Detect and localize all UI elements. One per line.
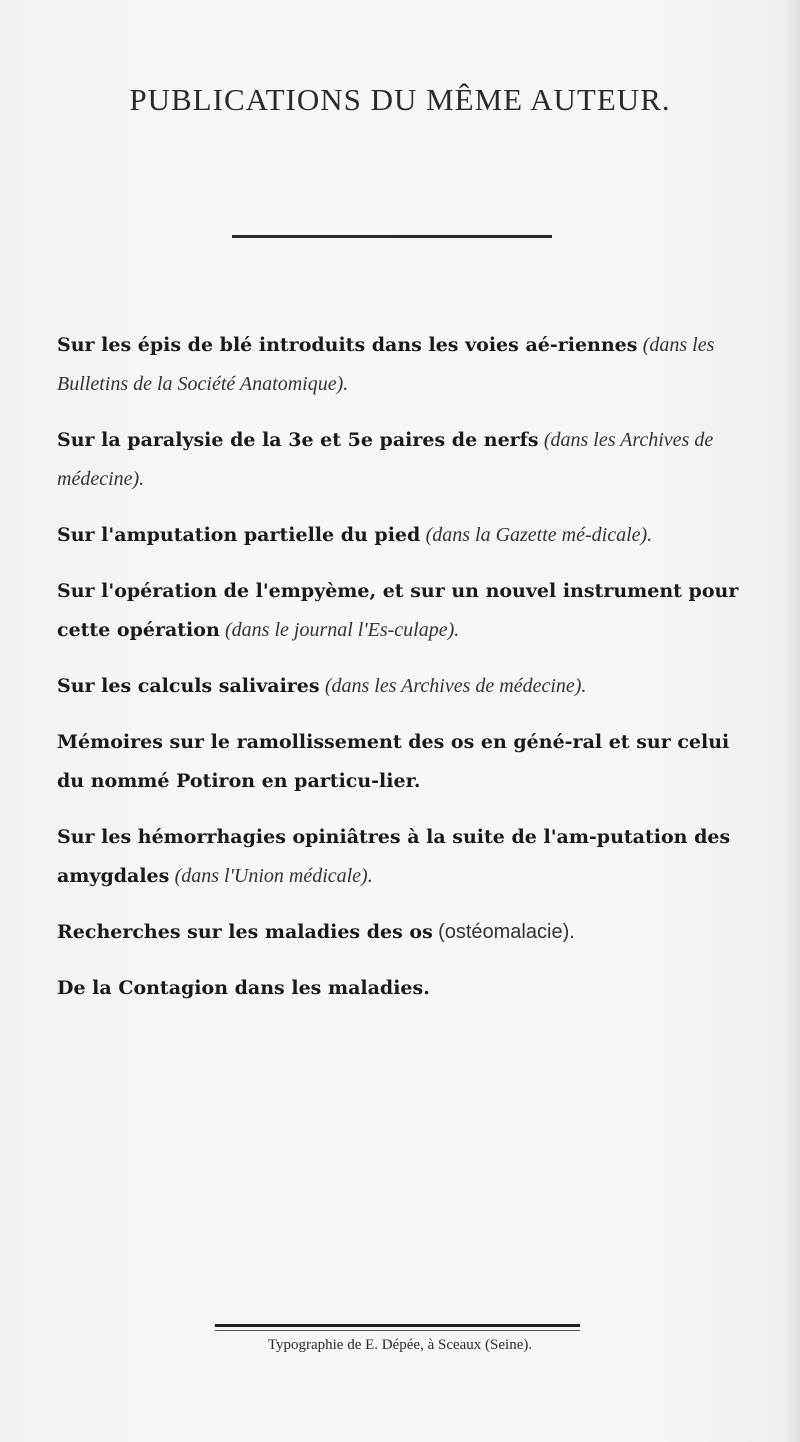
entry-title: Sur la paralysie de la 3e et 5e paires de nerfs	[57, 429, 539, 451]
entry-title: Recherches sur les maladies des os	[57, 921, 433, 943]
list-item	[57, 666, 757, 705]
entry-source: (dans l'Union médicale).	[174, 865, 373, 887]
entry-source: (dans la Gazette mé-dicale).	[425, 524, 653, 546]
list-item	[57, 722, 757, 800]
list-item	[57, 515, 757, 554]
entry-title: Sur les hémorrhagies opiniâtres à la suite de l'am-putation des amygdales	[57, 826, 731, 887]
entry-title: Sur l'opération de l'empyème, et sur un nouvel instrument pour cette opération	[57, 580, 739, 641]
entry-source: (dans les Archives de médecine).	[57, 429, 714, 490]
entry-title: Mémoires sur le ramollissement des os en géné-ral et sur celui du nommé Potiron en particu-lier.	[57, 731, 730, 792]
entry-title: Sur l'amputation partielle du pied	[57, 524, 421, 546]
printer-imprint: Typographie de E. Dépée, à Sceaux (Seine).	[267, 1337, 533, 1353]
list-item	[57, 912, 757, 951]
list-item	[57, 571, 757, 649]
title-divider	[232, 235, 552, 238]
entry-note: (ostéomalacie).	[438, 921, 575, 943]
page-edge-shadow	[786, 0, 800, 1442]
entry-title: Sur les épis de blé introduits dans les voies aé-riennes	[57, 334, 638, 356]
entry-source: (dans le journal l'Es-culape).	[225, 619, 460, 641]
entry-source: (dans les Bulletins de la Société Anatomique).	[57, 334, 715, 395]
list-item	[57, 817, 757, 895]
publication-list	[57, 325, 757, 1024]
footer-divider-thin	[215, 1330, 580, 1331]
entry-title: De la Contagion dans les maladies.	[57, 977, 430, 999]
footer-divider	[215, 1324, 580, 1327]
page-title: PUBLICATIONS DU MÊME AUTEUR.	[129, 82, 671, 117]
list-item	[57, 420, 757, 498]
entry-source: (dans les Archives de médecine).	[324, 675, 587, 697]
list-item	[57, 968, 757, 1007]
list-item	[57, 325, 757, 403]
entry-title: Sur les calculs salivaires	[57, 675, 320, 697]
